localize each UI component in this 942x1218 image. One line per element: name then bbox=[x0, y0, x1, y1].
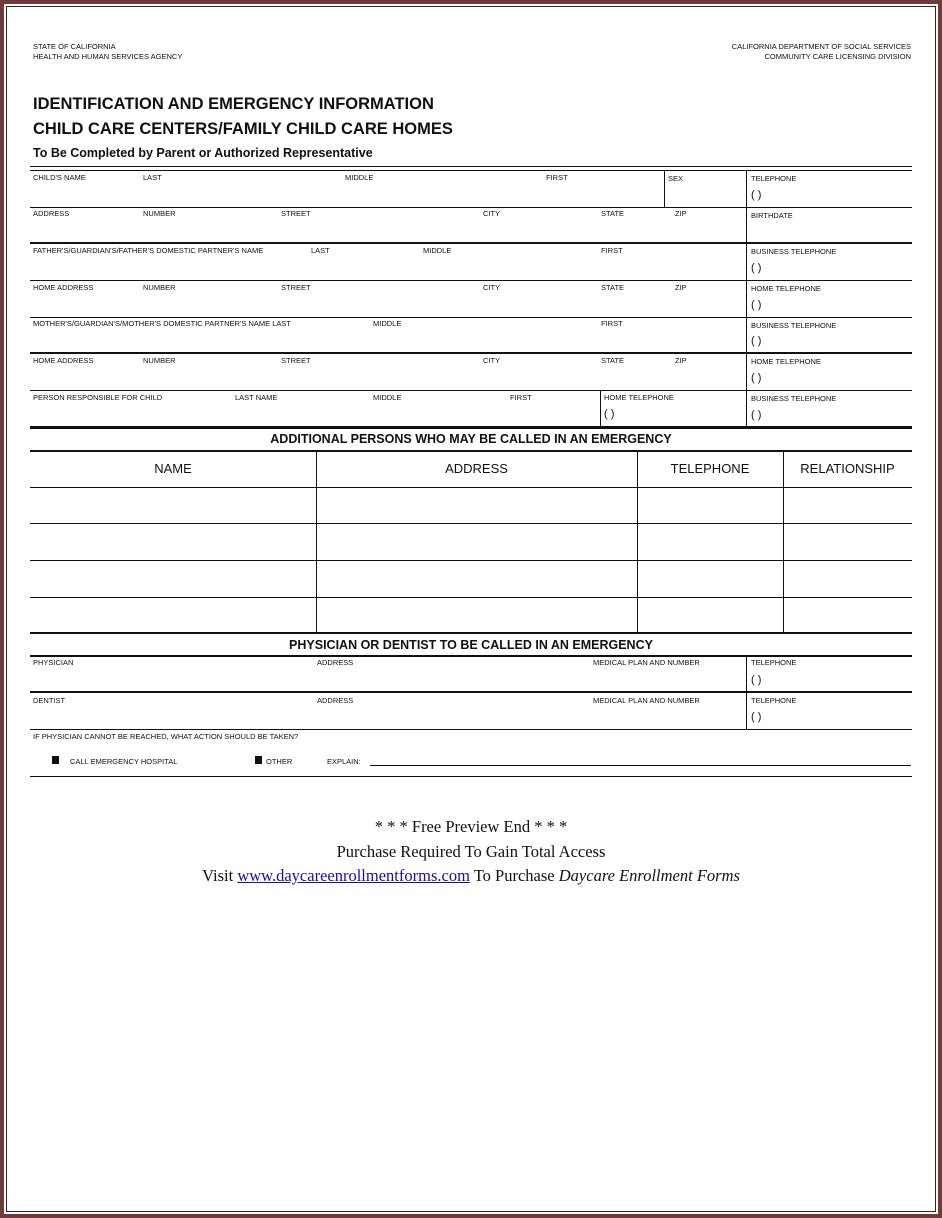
divider-line bbox=[30, 280, 912, 281]
state-label: STATE OF CALIFORNIA bbox=[33, 42, 116, 51]
number-field[interactable]: NUMBER bbox=[143, 356, 176, 365]
division-label: COMMUNITY CARE LICENSING DIVISION bbox=[764, 52, 911, 61]
state-field[interactable]: STATE bbox=[601, 209, 625, 218]
childs-name-label: CHILD'S NAME bbox=[33, 173, 86, 182]
department-label: CALIFORNIA DEPARTMENT OF SOCIAL SERVICES bbox=[731, 42, 911, 51]
divider-line bbox=[30, 390, 912, 391]
explain-label: EXPLAIN: bbox=[327, 757, 361, 766]
physician-medical-plan-field[interactable]: MEDICAL PLAN AND NUMBER bbox=[593, 658, 700, 667]
column-header-address: ADDRESS bbox=[445, 461, 508, 476]
product-name: Daycare Enrollment Forms bbox=[558, 866, 740, 885]
form-title: IDENTIFICATION AND EMERGENCY INFORMATION bbox=[33, 95, 434, 113]
form-instructions: To Be Completed by Parent or Authorized Representative bbox=[33, 146, 373, 160]
number-field[interactable]: NUMBER bbox=[143, 209, 176, 218]
state-field[interactable]: STATE bbox=[601, 356, 625, 365]
physician-field[interactable]: PHYSICIAN bbox=[33, 658, 74, 667]
street-field[interactable]: STREET bbox=[281, 283, 311, 292]
home-address-label: HOME ADDRESS bbox=[33, 283, 94, 292]
father-middle-field[interactable]: MIDDLE bbox=[423, 246, 452, 255]
phone-placeholder: ( ) bbox=[751, 189, 762, 201]
divider-line bbox=[600, 390, 601, 427]
table-row[interactable] bbox=[30, 524, 912, 560]
street-field[interactable]: STREET bbox=[281, 356, 311, 365]
home-telephone-field[interactable]: HOME TELEPHONE bbox=[751, 284, 821, 293]
divider-line bbox=[30, 242, 912, 244]
dentist-medical-plan-field[interactable]: MEDICAL PLAN AND NUMBER bbox=[593, 696, 700, 705]
telephone-field[interactable]: TELEPHONE bbox=[751, 174, 797, 183]
first-name-field[interactable]: FIRST bbox=[546, 173, 568, 182]
to-purchase-text: To Purchase bbox=[473, 866, 555, 885]
street-field[interactable]: STREET bbox=[281, 209, 311, 218]
explain-input[interactable] bbox=[370, 765, 911, 766]
column-header-relationship: RELATIONSHIP bbox=[800, 461, 895, 476]
responsible-middle-field[interactable]: MIDDLE bbox=[373, 393, 402, 402]
phone-placeholder: ( ) bbox=[751, 262, 762, 274]
responsible-business-telephone-field[interactable]: BUSINESS TELEPHONE bbox=[751, 394, 837, 403]
father-business-telephone-field[interactable]: BUSINESS TELEPHONE bbox=[751, 247, 837, 256]
divider-line bbox=[30, 170, 912, 171]
physician-section-title: PHYSICIAN OR DENTIST TO BE CALLED IN AN EMERGENCY bbox=[289, 638, 653, 652]
mother-first-field[interactable]: FIRST bbox=[601, 319, 623, 328]
phone-placeholder: ( ) bbox=[751, 409, 762, 421]
mother-business-telephone-field[interactable]: BUSINESS TELEPHONE bbox=[751, 321, 837, 330]
divider-line bbox=[30, 776, 912, 777]
agency-header bbox=[33, 42, 182, 62]
home-address-label: HOME ADDRESS bbox=[33, 356, 94, 365]
phone-placeholder: ( ) bbox=[751, 299, 762, 311]
mother-middle-field[interactable]: MIDDLE bbox=[373, 319, 402, 328]
middle-name-field[interactable]: MIDDLE bbox=[345, 173, 374, 182]
divider-line bbox=[30, 632, 912, 634]
table-row[interactable] bbox=[30, 598, 912, 632]
call-hospital-label: CALL EMERGENCY HOSPITAL bbox=[70, 757, 178, 766]
column-header-telephone: TELEPHONE bbox=[670, 461, 750, 476]
divider-line bbox=[746, 170, 747, 427]
phone-placeholder: ( ) bbox=[751, 711, 762, 723]
phone-placeholder: ( ) bbox=[751, 674, 762, 686]
divider-line bbox=[746, 656, 747, 729]
home-telephone-field[interactable]: HOME TELEPHONE bbox=[751, 357, 821, 366]
person-responsible-label: PERSON RESPONSIBLE FOR CHILD bbox=[33, 393, 163, 402]
city-field[interactable]: CITY bbox=[483, 209, 501, 218]
responsible-first-field[interactable]: FIRST bbox=[510, 393, 532, 402]
preview-end-text: * * * Free Preview End * * * bbox=[374, 817, 568, 836]
phone-placeholder: ( ) bbox=[751, 372, 762, 384]
responsible-last-name-field[interactable]: LAST NAME bbox=[235, 393, 278, 402]
father-first-field[interactable]: FIRST bbox=[601, 246, 623, 255]
physician-telephone-field[interactable]: TELEPHONE bbox=[751, 658, 797, 667]
divider-line bbox=[30, 450, 912, 452]
divider-line bbox=[30, 729, 912, 730]
divider-line bbox=[30, 426, 912, 429]
mother-name-label: MOTHER'S/GUARDIAN'S/MOTHER'S DOMESTIC PARTNER'S NAME LAST bbox=[33, 319, 291, 328]
father-last-field[interactable]: LAST bbox=[311, 246, 330, 255]
agency-label: HEALTH AND HUMAN SERVICES AGENCY bbox=[33, 52, 183, 61]
dentist-telephone-field[interactable]: TELEPHONE bbox=[751, 696, 797, 705]
divider-line bbox=[30, 691, 912, 693]
table-row[interactable] bbox=[30, 561, 912, 597]
divider-line bbox=[30, 207, 912, 208]
other-checkbox[interactable] bbox=[255, 756, 262, 764]
visit-text: Visit bbox=[202, 866, 234, 885]
column-header-name: NAME bbox=[154, 461, 192, 476]
emergency-section-title: ADDITIONAL PERSONS WHO MAY BE CALLED IN AN EMERGENCY bbox=[270, 432, 672, 446]
zip-field[interactable]: ZIP bbox=[675, 283, 687, 292]
city-field[interactable]: CITY bbox=[483, 283, 501, 292]
form-subtitle: CHILD CARE CENTERS/FAMILY CHILD CARE HOMES bbox=[33, 120, 453, 138]
number-field[interactable]: NUMBER bbox=[143, 283, 176, 292]
zip-field[interactable]: ZIP bbox=[675, 356, 687, 365]
city-field[interactable]: CITY bbox=[483, 356, 501, 365]
divider-line bbox=[30, 352, 912, 354]
dentist-field[interactable]: DENTIST bbox=[33, 696, 66, 705]
website-link[interactable]: www.daycareenrollmentforms.com bbox=[237, 866, 470, 885]
physician-address-field[interactable]: ADDRESS bbox=[317, 658, 354, 667]
call-hospital-checkbox[interactable] bbox=[52, 756, 59, 764]
state-field[interactable]: STATE bbox=[601, 283, 625, 292]
action-question: IF PHYSICIAN CANNOT BE REACHED, WHAT ACTION SHOULD BE TAKEN? bbox=[33, 732, 299, 741]
last-name-field[interactable]: LAST bbox=[143, 173, 162, 182]
dentist-address-field[interactable]: ADDRESS bbox=[317, 696, 354, 705]
purchase-required-text: Purchase Required To Gain Total Access bbox=[336, 842, 606, 861]
responsible-home-telephone-field[interactable]: HOME TELEPHONE bbox=[604, 393, 674, 402]
phone-placeholder: ( ) bbox=[751, 335, 762, 347]
father-name-label: FATHER'S/GUARDIAN'S/FATHER'S DOMESTIC PARTNER'S NAME bbox=[33, 246, 264, 255]
divider-line bbox=[30, 655, 912, 657]
other-label: OTHER bbox=[266, 757, 293, 766]
birthdate-field[interactable]: BIRTHDATE bbox=[751, 211, 793, 220]
address-label: ADDRESS bbox=[33, 209, 70, 218]
purchase-line bbox=[0, 866, 942, 886]
divider-line bbox=[30, 317, 912, 318]
zip-field[interactable]: ZIP bbox=[675, 209, 687, 218]
table-row[interactable] bbox=[30, 488, 912, 524]
phone-placeholder: ( ) bbox=[604, 408, 615, 420]
divider-line bbox=[30, 166, 912, 167]
divider-line bbox=[664, 170, 665, 207]
sex-field[interactable]: SEX bbox=[668, 174, 684, 183]
department-header bbox=[732, 42, 911, 62]
